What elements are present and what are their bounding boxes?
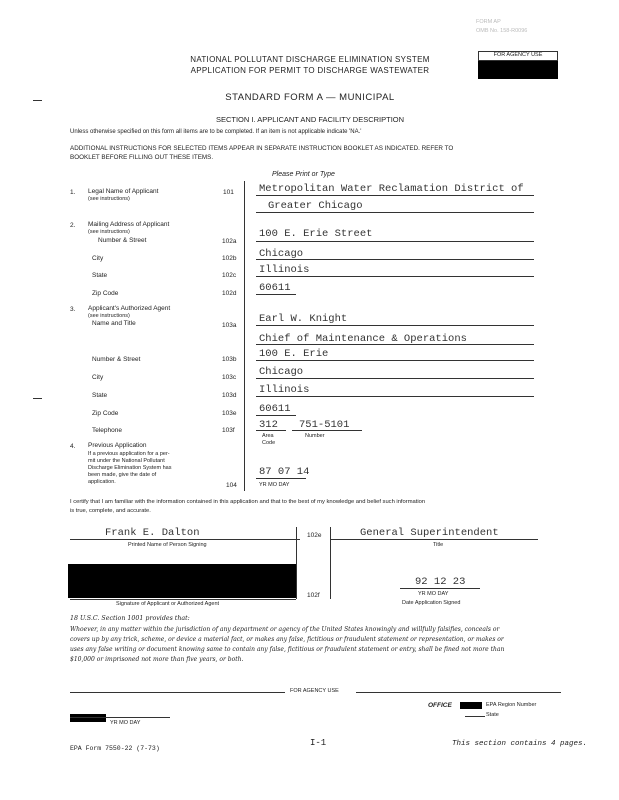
agent-street: 100 E. Erie [259,348,329,360]
agent-zip: 60611 [259,403,291,415]
usc-line4: $10,000 or imprisoned not more than five years, or both. [70,656,244,663]
item4-desc2: mit under the National Pollutant [88,458,165,464]
epa-region-label: EPA Region Number [486,702,537,708]
underline [400,588,480,589]
applicant-name-line2: Greater Chicago [268,200,363,212]
code-label: Code [262,440,276,446]
item102e-code: 102e [307,532,322,539]
underline [70,717,170,718]
item4-desc5: application. [88,479,116,485]
signature-label: Signature of Applicant or Authorized Agent [116,601,220,607]
usc-line2: covers up by any trick, scheme, or device a material fact, or makes any false, fictitious or fraudulent statement or representation, or makes or [70,636,504,643]
item3-label: Applicant's Authorized Agent [88,305,171,312]
certify-line2: is true, complete, and accurate. [70,508,151,514]
sig-divider [330,527,331,599]
underline [256,396,534,397]
telephone-label: Telephone [92,427,122,434]
underline [256,195,534,196]
usc-head: 18 U.S.C. Section 1001 provides that: [70,615,190,622]
previous-date-units: YR MO DAY [259,482,290,488]
underline [256,430,286,431]
item3f-code: 103f [222,427,235,434]
signed-date-units: YR MO DAY [418,591,449,597]
agency-use-box: FOR AGENCY USE [478,51,558,61]
signed-date: 92 12 23 [415,576,466,588]
state-footer-label: State [486,712,499,718]
underline [256,294,296,295]
previous-application-date: 87 07 14 [259,466,310,478]
item2b-code: 102b [222,255,237,262]
agent-title: Chief of Maintenance & Operations [259,333,467,345]
item4-number: 4. [70,443,76,450]
header-line1: NATIONAL POLLUTANT DISCHARGE ELIMINATION SYSTEM [190,55,430,64]
item4-label: Previous Application [88,442,147,449]
city-label: City [92,255,104,262]
applicant-city: Chicago [259,248,304,260]
redacted-office [460,702,482,709]
item3-number: 3. [70,306,76,313]
agent-city-label: City [92,374,104,381]
section-title: SECTION I. APPLICANT AND FACILITY DESCRIPTION [215,115,405,124]
underline [256,276,534,277]
underline [256,259,534,260]
redacted-signature [68,564,296,598]
sig-divider [296,527,297,599]
form-number-footer: EPA Form 7550-22 (7-73) [70,745,160,752]
underline [256,241,534,242]
redacted-date [70,714,106,722]
applicant-street: 100 E. Erie Street [259,228,373,240]
page-number: I-1 [310,738,327,748]
agent-state-label: State [92,392,108,399]
item2d-code: 102d [222,290,237,297]
applicant-state: Illinois [259,264,310,276]
footer-date-units: YR MO DAY [110,720,141,726]
underline [330,539,538,540]
agent-state: Illinois [259,384,310,396]
signed-date-label: Date Application Signed [402,600,461,606]
agent-name: Earl W. Knight [259,313,348,325]
item2-number: 2. [70,222,76,229]
please-print: Please Print or Type [272,171,335,178]
item3e-code: 103e [222,410,237,417]
underline [256,344,534,345]
certify-line1: I certify that I am familiar with the information contained in this application and that to the best of my knowledge and belief such information [70,499,426,505]
item2a-code: 102a [222,238,237,245]
item1-label: Legal Name of Applicant [88,188,159,195]
signer-name: Frank E. Dalton [105,527,200,539]
code-divider [244,181,245,491]
instructions-line1: ADDITIONAL INSTRUCTIONS FOR SELECTED ITEMS APPEAR IN SEPARATE INSTRUCTION BOOKLET AS INDICATED. REFER TO [70,145,454,152]
standard-form-title: STANDARD FORM A — MUNICIPAL [225,92,395,103]
name-title-label: Name and Title [92,320,136,327]
agency-rule-right [356,692,561,693]
usc-line3: uses any false writing or document knowing same to contain any false, fictitious or fraudulent statement or entry, shall be fined not more than [70,646,505,653]
signer-name-label: Printed Name of Person Signing [128,542,207,548]
underline [465,716,485,717]
item4-code: 104 [226,482,237,489]
agency-rule-left [70,692,285,693]
item3d-code: 103d [222,392,237,399]
item1-sub: (see instructions) [88,196,130,202]
signer-title-label: Title [433,542,444,548]
telephone-number: 751-5101 [299,419,350,431]
item3c-code: 103c [222,374,237,381]
underline [70,539,300,540]
header-line2: APPLICATION FOR PERMIT TO DISCHARGE WASTEWATER [190,66,430,75]
applicant-name-line1: Metropolitan Water Reclamation District of [259,183,524,195]
underline [70,599,296,600]
underline [292,430,362,431]
number-label: Number [305,433,325,439]
margin-mark [33,398,42,399]
underline [256,415,296,416]
instructions-line2: BOOKLET BEFORE FILLING OUT THESE ITEMS. [70,154,214,161]
item2-sub: (see instructions) [88,229,130,235]
state-label: State [92,272,108,279]
item3-sub: (see instructions) [88,313,130,319]
office-label: OFFICE [428,702,452,709]
item3b-code: 103b [222,356,237,363]
item2-label: Mailing Address of Applicant [88,221,170,228]
pages-note: This section contains 4 pages. [452,740,588,748]
signer-title: General Superintendent [360,527,499,539]
area-label: Area [262,433,274,439]
item1-code: 101 [223,189,234,196]
usc-line1: Whoever, in any matter within the jurisdiction of any department or agency of the United States knowingly and willfully falsifies, conceals or [70,626,500,633]
form-number: FORM AP [476,19,501,25]
item4-desc4: been made, give the date of [88,472,157,478]
item3a-code: 103a [222,322,237,329]
zip-label: Zip Code [92,290,119,297]
applicant-zip: 60611 [259,282,291,294]
underline [256,478,306,479]
item4-desc3: Discharge Elimination System has [88,465,172,471]
underline [256,212,534,213]
telephone-area: 312 [259,419,278,431]
na-note: Unless otherwise specified on this form all items are to be completed. If an item is not applicable indicate 'NA.' [70,129,362,135]
margin-mark [33,100,42,101]
underline [256,378,534,379]
underline [256,325,534,326]
agent-zip-label: Zip Code [92,410,119,417]
item1-number: 1. [70,189,76,196]
item4-desc1: If a previous application for a per- [88,451,170,457]
street-label: Number & Street [98,237,147,244]
item102f-code: 102f [307,592,320,599]
omb-number: OMB No. 158-R0096 [476,28,528,34]
agent-city: Chicago [259,366,304,378]
agent-street-label: Number & Street [92,356,141,363]
underline [256,360,534,361]
item2c-code: 102c [222,272,237,279]
footer-agency-use: FOR AGENCY USE [290,688,339,694]
